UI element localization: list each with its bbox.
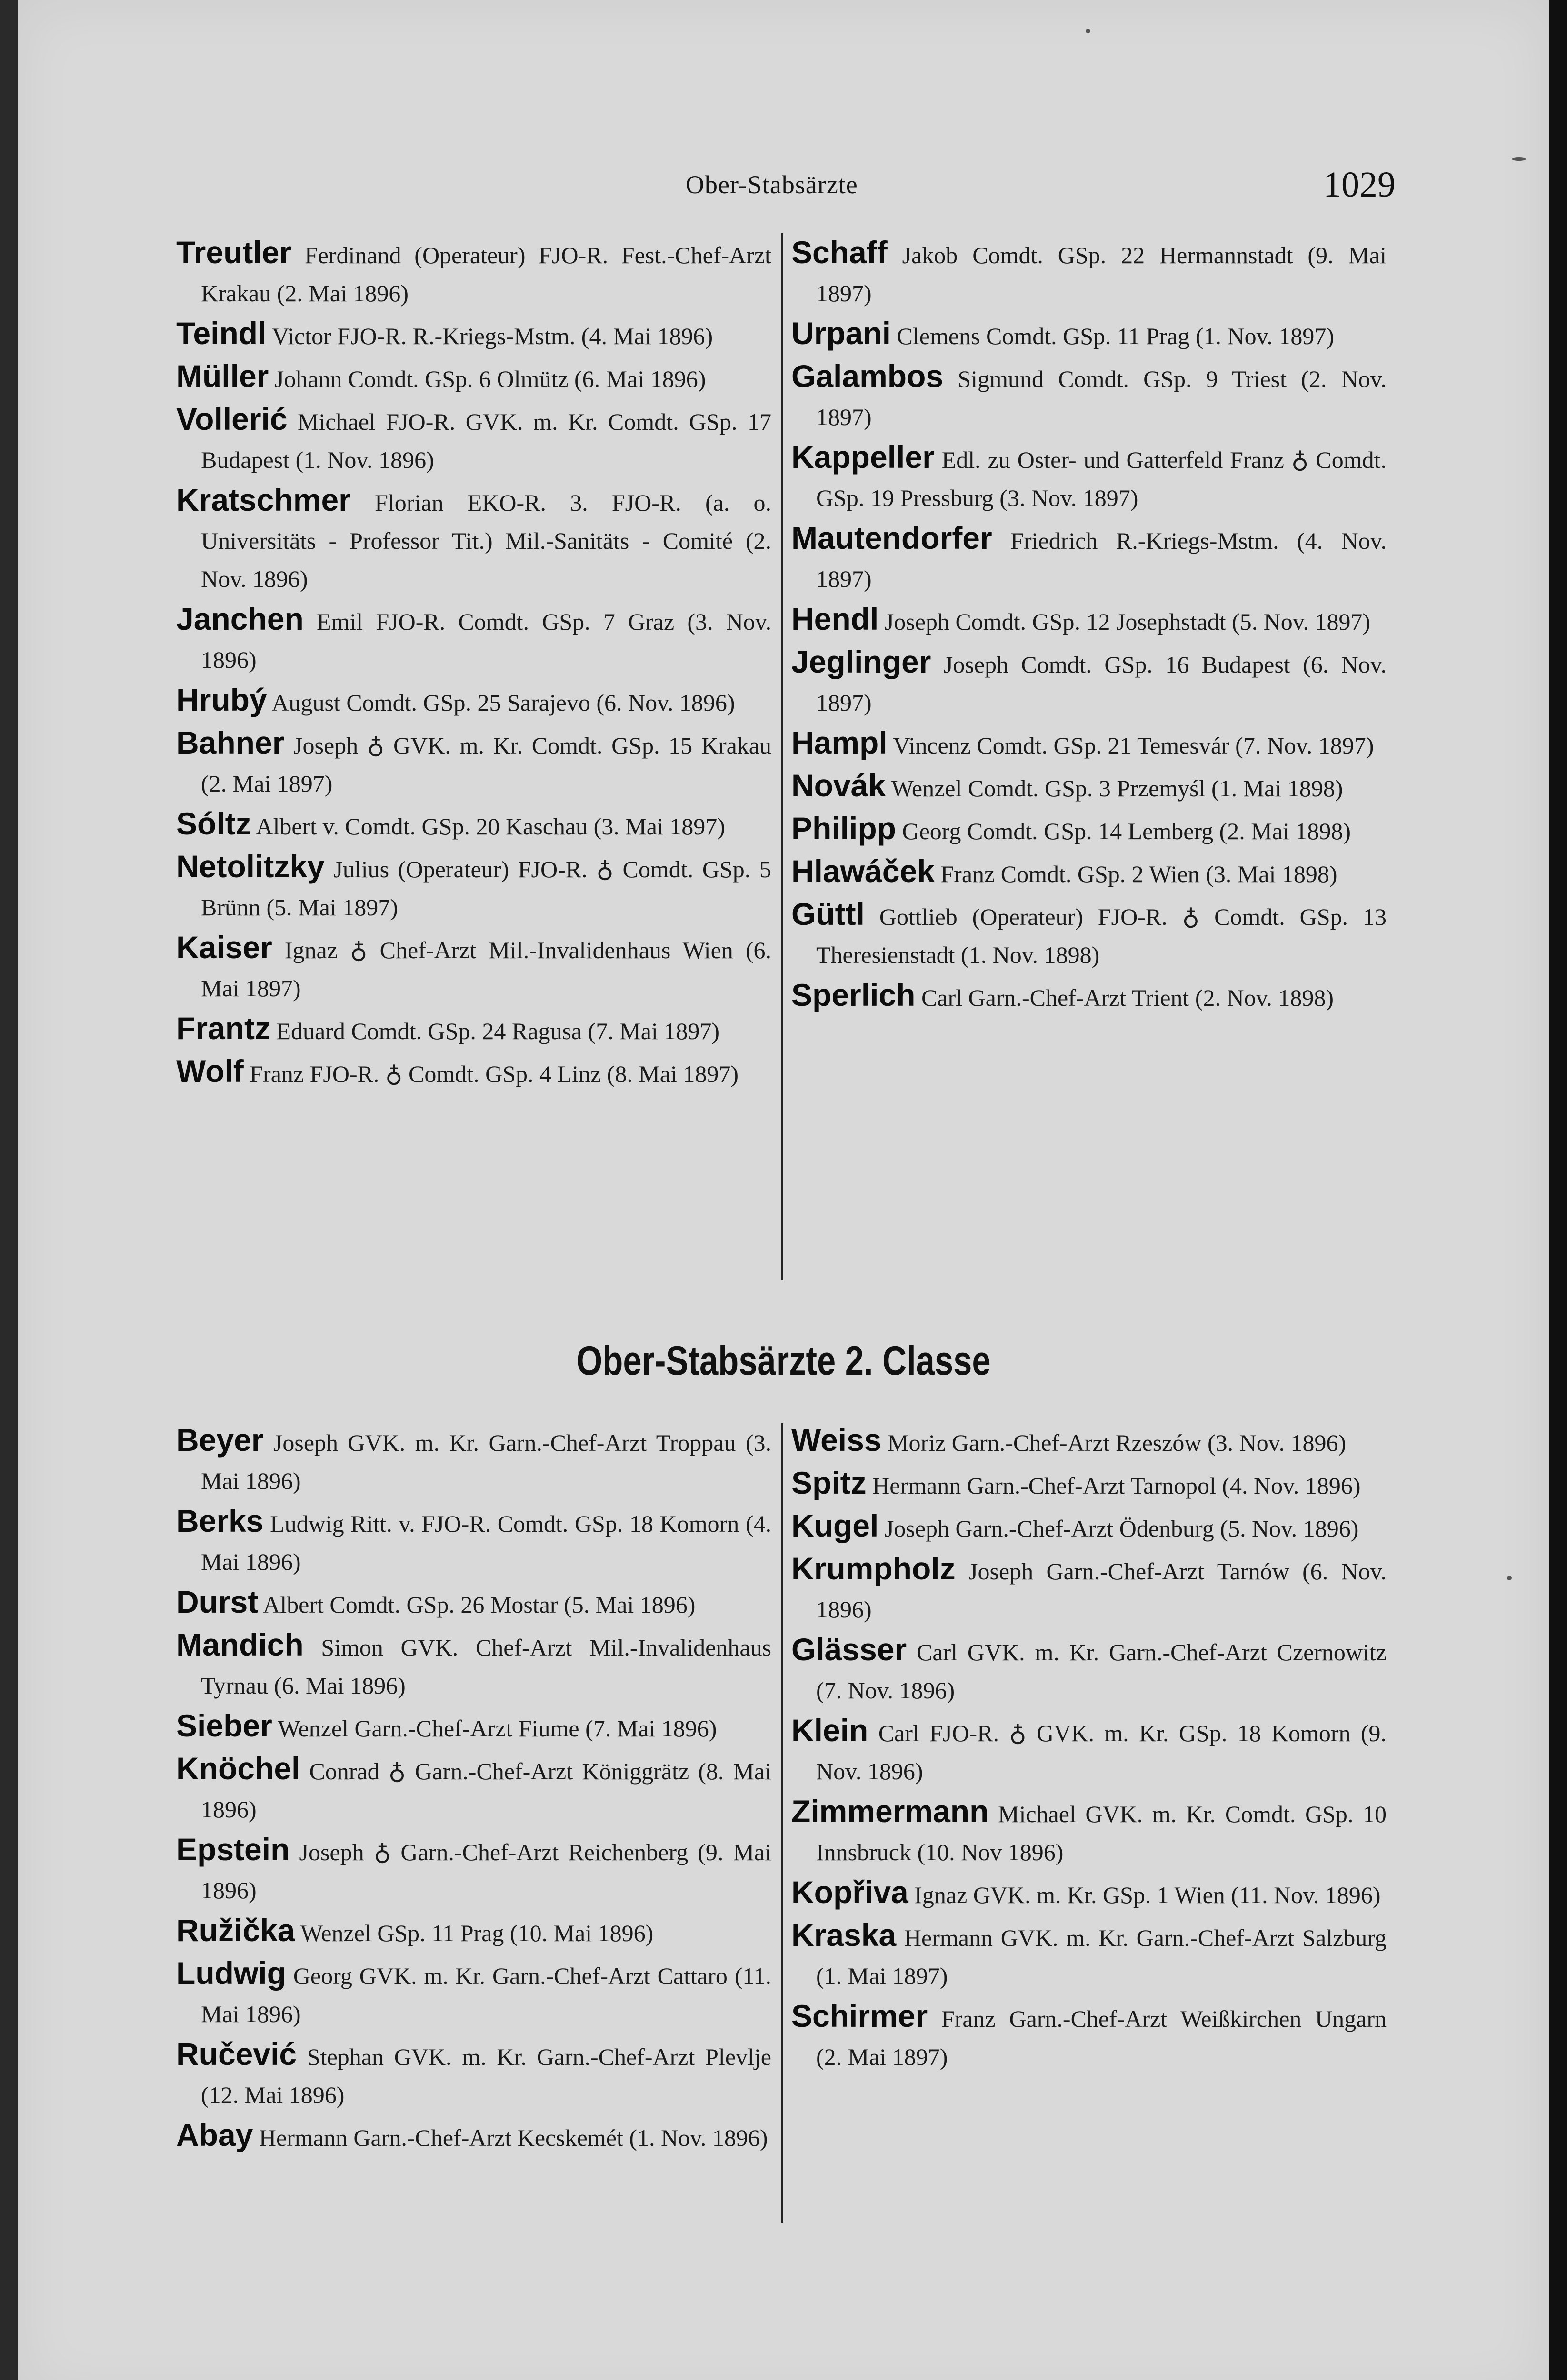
entry-details: Ferdinand (Operateur) FJO-R. Fest.-Chef-Arzt Krakau (2. Mai 1896): [201, 242, 771, 307]
page-number: 1029: [1323, 165, 1396, 205]
officer-entry: [176, 724, 771, 803]
entry-surname: Sperlich: [791, 977, 916, 1012]
entry-surname: Treutler: [176, 235, 292, 270]
entry-details: Emil FJO-R. Comdt. GSp. 7 Graz (3. Nov. 1896): [201, 608, 772, 673]
entry-details: Ignaz GVK. m. Kr. GSp. 1 Wien (11. Nov. 1896): [914, 1882, 1381, 1908]
officer-entry: [791, 1916, 1387, 1995]
entry-surname: Kratschmer: [176, 482, 351, 517]
entry-surname: Schaff: [791, 235, 888, 270]
entry-details: Johann Comdt. GSp. 6 Olmütz (6. Mai 1896): [274, 366, 706, 392]
officer-entry: [791, 1507, 1387, 1547]
entry-details: Hermann Garn.-Chef-Arzt Tarnopol (4. Nov. 1896): [872, 1472, 1361, 1499]
officer-entry: [791, 1549, 1387, 1628]
column-divider: [781, 233, 783, 1280]
officer-entry: [176, 804, 771, 845]
entry-surname: Kugel: [791, 1508, 879, 1543]
officer-entry: [791, 1792, 1387, 1871]
entry-details: Stephan GVK. m. Kr. Garn.-Chef-Arzt Plevlje (12. Mai 1896): [201, 2043, 771, 2108]
entry-details: Gottlieb (Operateur) FJO-R. ♁ Comdt. GSp. 13 Theresienstadt (1. Nov. 1898): [816, 903, 1387, 968]
officer-entry: [176, 928, 771, 1007]
officer-entry: [176, 1421, 771, 1500]
officer-entry: [176, 357, 771, 398]
officer-entry: [791, 766, 1387, 807]
scan-speck: [1086, 29, 1090, 33]
entry-surname: Sóltz: [176, 806, 251, 841]
entry-surname: Epstein: [176, 1832, 290, 1867]
entry-surname: Sieber: [176, 1708, 272, 1743]
section2-right-column: [791, 1421, 1387, 2078]
officer-entry: [791, 643, 1387, 722]
entry-surname: Urpani: [791, 316, 891, 351]
section1-right-column: [791, 233, 1387, 1019]
entry-details: Joseph Garn.-Chef-Arzt Tarnów (6. Nov. 1896): [816, 1558, 1387, 1623]
entry-surname: Zimmermann: [791, 1794, 989, 1829]
page-header: [0, 164, 1567, 207]
officer-entry: [791, 1421, 1387, 1462]
officer-entry: [791, 1711, 1387, 1790]
officer-entry: [791, 600, 1387, 641]
entry-surname: Bahner: [176, 725, 285, 760]
entry-details: Wenzel Comdt. GSp. 3 Przemyśl (1. Mai 1898): [891, 775, 1343, 802]
entry-surname: Krumpholz: [791, 1551, 956, 1586]
entry-details: August Comdt. GSp. 25 Sarajevo (6. Nov. 1896): [271, 689, 735, 716]
entry-details: Franz Garn.-Chef-Arzt Weißkirchen Ungarn (2. Mai 1897): [816, 2005, 1387, 2070]
entry-surname: Berks: [176, 1503, 264, 1538]
entry-surname: Vollerić: [176, 401, 288, 436]
officer-entry: [791, 519, 1387, 598]
entry-surname: Durst: [176, 1584, 259, 1619]
entry-details: Edl. zu Oster- und Gatterfeld Franz ♁ Comdt. GSp. 19 Pressburg (3. Nov. 1897): [816, 446, 1387, 511]
entry-details: Joseph Comdt. GSp. 16 Budapest (6. Nov. 1897): [816, 651, 1387, 716]
officer-entry: [791, 724, 1387, 764]
entry-details: Franz FJO-R. ♁ Comdt. GSp. 4 Linz (8. Mai 1897): [250, 1061, 739, 1087]
entry-details: Conrad ♁ Garn.-Chef-Arzt Königgrätz (8. Mai 1896): [201, 1758, 772, 1823]
entry-surname: Teindl: [176, 316, 267, 351]
entry-details: Vincenz Comdt. GSp. 21 Temesvár (7. Nov. 1897): [893, 732, 1374, 759]
entry-details: Hermann GVK. m. Kr. Garn.-Chef-Arzt Salzburg (1. Mai 1897): [816, 1924, 1387, 1989]
officer-entry: [176, 481, 771, 598]
entry-surname: Ružička: [176, 1913, 295, 1948]
entry-surname: Janchen: [176, 601, 304, 636]
entry-surname: Netolitzky: [176, 849, 325, 884]
section1-left-column: [176, 233, 771, 1095]
officer-entry: [791, 314, 1387, 355]
entry-details: Friedrich R.-Kriegs-Mstm. (4. Nov. 1897): [816, 527, 1387, 592]
officer-entry: [791, 438, 1387, 517]
entry-details: Wenzel GSp. 11 Prag (10. Mai 1896): [300, 1920, 654, 1946]
entry-surname: Hlawáček: [791, 853, 935, 889]
scan-speck: [1512, 157, 1526, 161]
officer-entry: [176, 1502, 771, 1581]
entry-details: Hermann Garn.-Chef-Arzt Kecskemét (1. Nov. 1896): [259, 2124, 768, 2151]
officer-entry: [791, 1630, 1387, 1709]
entry-details: Michael GVK. m. Kr. Comdt. GSp. 10 Innsbruck (10. Nov 1896): [816, 1801, 1387, 1865]
entry-details: Simon GVK. Chef-Arzt Mil.-Invalidenhaus Tyrnau (6. Mai 1896): [201, 1634, 772, 1699]
entry-details: Albert v. Comdt. GSp. 20 Kaschau (3. Mai 1897): [256, 813, 725, 840]
scan-edge-left: [0, 0, 18, 2380]
entry-details: Julius (Operateur) FJO-R. ♁ Comdt. GSp. 5 Brünn (5. Mai 1897): [201, 856, 771, 921]
entry-details: Clemens Comdt. GSp. 11 Prag (1. Nov. 1897): [897, 323, 1335, 349]
entry-surname: Schirmer: [791, 1998, 928, 2033]
officer-entry: [176, 847, 771, 926]
officer-entry: [791, 895, 1387, 974]
entry-surname: Ludwig: [176, 1955, 286, 1991]
entry-details: Joseph ♁ GVK. m. Kr. Comdt. GSp. 15 Krakau (2. Mai 1897): [201, 732, 771, 797]
entry-details: Georg GVK. m. Kr. Garn.-Chef-Arzt Cattaro (11. Mai 1896): [201, 1963, 772, 2027]
officer-entry: [791, 976, 1387, 1017]
officer-entry: [176, 1052, 771, 1093]
officer-entry: [176, 600, 771, 679]
officer-entry: [791, 233, 1387, 312]
officer-entry: [176, 400, 771, 479]
entry-details: Eduard Comdt. GSp. 24 Ragusa (7. Mai 1897): [276, 1018, 719, 1044]
officer-entry: [176, 1583, 771, 1624]
entry-surname: Jeglinger: [791, 644, 931, 679]
entry-details: Joseph ♁ Garn.-Chef-Arzt Reichenberg (9. Mai 1896): [201, 1839, 771, 1904]
officer-entry: [791, 357, 1387, 436]
entry-details: Georg Comdt. GSp. 14 Lemberg (2. Mai 1898): [902, 818, 1351, 844]
entry-details: Carl Garn.-Chef-Arzt Trient (2. Nov. 1898): [921, 984, 1334, 1011]
entry-details: Ignaz ♁ Chef-Arzt Mil.-Invalidenhaus Wien (6. Mai 1897): [201, 937, 771, 1002]
entry-surname: Spitz: [791, 1465, 867, 1500]
officer-entry: [176, 2035, 771, 2114]
officer-entry: [176, 1749, 771, 1828]
scan-edge-right: [1549, 0, 1567, 2380]
entry-surname: Klein: [791, 1713, 868, 1748]
entry-surname: Frantz: [176, 1011, 270, 1046]
entry-surname: Güttl: [791, 896, 865, 932]
entry-details: Carl FJO-R. ♁ GVK. m. Kr. GSp. 18 Komorn (9. Nov. 1896): [816, 1720, 1387, 1785]
entry-surname: Kappeller: [791, 439, 935, 475]
officer-entry: [176, 1830, 771, 1909]
entry-surname: Hendl: [791, 601, 879, 636]
officer-entry: [176, 1911, 771, 1952]
entry-details: Jakob Comdt. GSp. 22 Hermannstadt (9. Mai 1897): [816, 242, 1387, 307]
officer-entry: [176, 2116, 771, 2157]
officer-entry: [176, 681, 771, 722]
entry-surname: Galambos: [791, 358, 944, 394]
officer-entry: [176, 1954, 771, 2033]
entry-details: Albert Comdt. GSp. 26 Mostar (5. Mai 1896): [263, 1591, 696, 1618]
officer-entry: [791, 809, 1387, 850]
entry-surname: Glässer: [791, 1632, 907, 1667]
section-title: Ober-Stabsärzte 2. Classe: [576, 1338, 991, 1384]
entry-details: Joseph GVK. m. Kr. Garn.-Chef-Arzt Troppau (3. Mai 1896): [201, 1429, 771, 1494]
officer-entry: [791, 852, 1387, 893]
column-divider: [781, 1423, 783, 2223]
entry-details: Michael FJO-R. GVK. m. Kr. Comdt. GSp. 17 Budapest (1. Nov. 1896): [201, 408, 771, 473]
entry-surname: Beyer: [176, 1422, 264, 1458]
officer-entry: [176, 314, 771, 355]
officer-entry: [176, 1706, 771, 1747]
entry-details: Victor FJO-R. R.-Kriegs-Mstm. (4. Mai 1896): [272, 323, 713, 349]
running-title: Ober-Stabsärzte: [686, 170, 858, 199]
section2-left-column: [176, 1421, 771, 2159]
officer-entry: [791, 1997, 1387, 2076]
entry-surname: Kraska: [791, 1917, 897, 1953]
entry-surname: Mandich: [176, 1627, 304, 1662]
entry-surname: Kopřiva: [791, 1874, 908, 1910]
officer-entry: [176, 1009, 771, 1050]
entry-details: Sigmund Comdt. GSp. 9 Triest (2. Nov. 1897): [816, 366, 1387, 430]
entry-surname: Knöchel: [176, 1751, 300, 1786]
entry-details: Franz Comdt. GSp. 2 Wien (3. Mai 1898): [940, 861, 1337, 887]
officer-entry: [176, 1626, 771, 1705]
entry-surname: Kaiser: [176, 930, 272, 965]
entry-surname: Hrubý: [176, 682, 267, 717]
entry-surname: Weiss: [791, 1422, 882, 1458]
entry-surname: Abay: [176, 2117, 253, 2152]
scan-speck: [1507, 1576, 1512, 1580]
entry-details: Joseph Garn.-Chef-Arzt Ödenburg (5. Nov. 1896): [884, 1515, 1359, 1542]
entry-details: Ludwig Ritt. v. FJO-R. Comdt. GSp. 18 Komorn (4. Mai 1896): [201, 1510, 771, 1575]
entry-surname: Müller: [176, 358, 269, 394]
entry-surname: Philipp: [791, 811, 896, 846]
entry-surname: Mautendorfer: [791, 520, 992, 555]
entry-surname: Wolf: [176, 1053, 244, 1089]
entry-surname: Novák: [791, 768, 886, 803]
entry-surname: Hampl: [791, 725, 888, 760]
entry-details: Florian EKO-R. 3. FJO-R. (a. o. Universitäts - Professor Tit.) Mil.-Sanitäts - Comité (2. Nov. 1896): [201, 489, 772, 592]
officer-entry: [791, 1464, 1387, 1505]
officer-entry: [176, 233, 771, 312]
officer-entry: [791, 1873, 1387, 1914]
entry-surname: Ručević: [176, 2036, 297, 2072]
entry-details: Joseph Comdt. GSp. 12 Josephstadt (5. Nov. 1897): [884, 608, 1371, 635]
entry-details: Moriz Garn.-Chef-Arzt Rzeszów (3. Nov. 1896): [888, 1429, 1347, 1456]
entry-details: Carl GVK. m. Kr. Garn.-Chef-Arzt Czernowitz (7. Nov. 1896): [816, 1639, 1387, 1704]
entry-details: Wenzel Garn.-Chef-Arzt Fiume (7. Mai 1896): [278, 1715, 717, 1742]
